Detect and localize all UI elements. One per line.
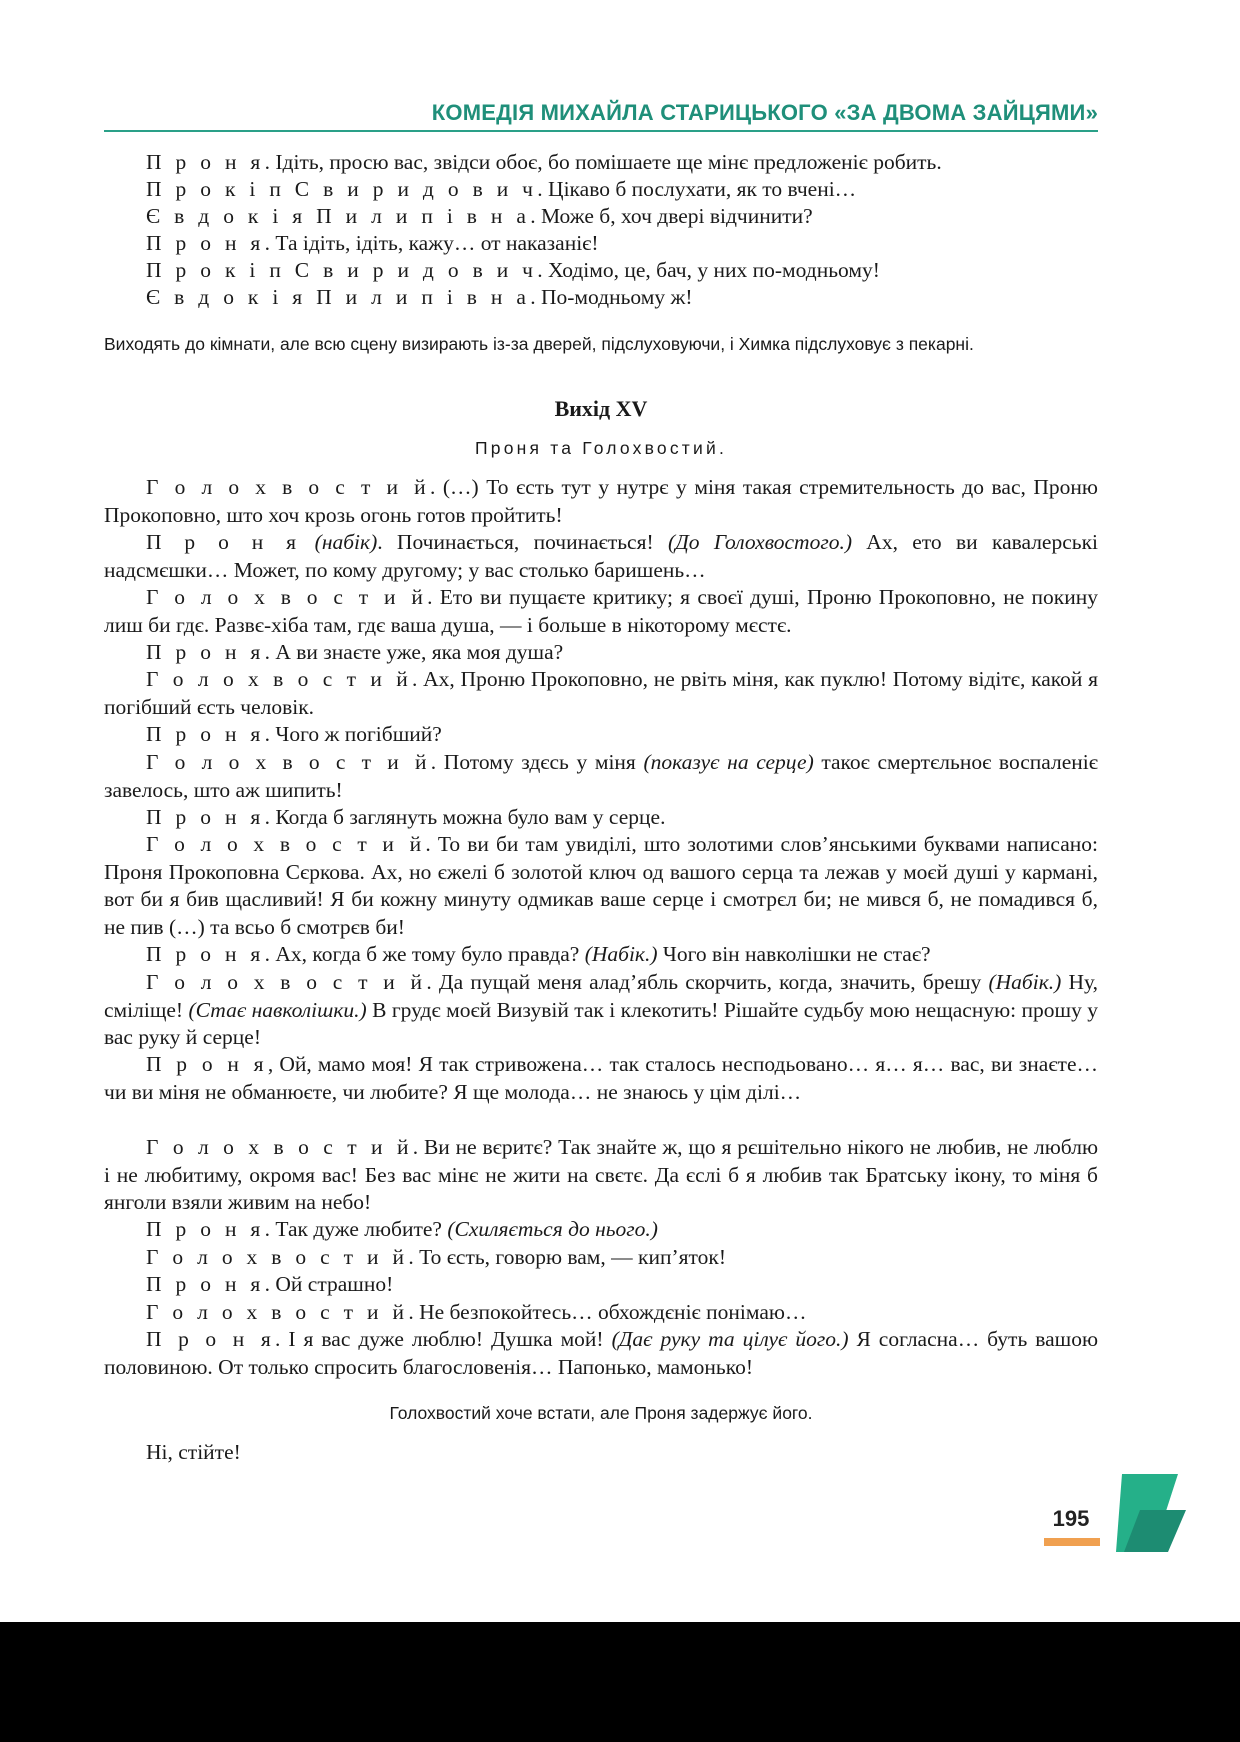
stage-remark: (Дає руку та цілує його.) bbox=[611, 1327, 849, 1351]
speaker-name: П р о н я bbox=[146, 150, 265, 174]
line-text: . Когда б заглянуть можна було вам у серце. bbox=[264, 805, 666, 829]
line-text: . Може б, хоч двері відчинити? bbox=[530, 204, 813, 228]
line-text: . Ідіть, просю вас, звідси обоє, бо помішаете ще мінє предложеніє робить. bbox=[264, 150, 942, 174]
speaker-name: П р о н я bbox=[146, 1052, 268, 1076]
speaker-name: П р о н я bbox=[146, 722, 265, 746]
speaker-name: П р о н я bbox=[146, 1217, 265, 1241]
line-text: . Так дуже любите? bbox=[264, 1217, 448, 1241]
line-text: . Ходімо, це, бач, у них по-модньому! bbox=[537, 258, 880, 282]
speaker-name: Г о л о х в о с т и й bbox=[146, 585, 428, 609]
line-text: . Ой страшно! bbox=[264, 1272, 394, 1296]
speaker-name: П р о н я bbox=[146, 805, 265, 829]
page-number-bar bbox=[1044, 1538, 1100, 1546]
line-text: , Ой, мамо моя! Я так стривожена… так сталось несподьовано… я… я… вас, ви знаєте… чи ви міня не обманюєте, чи любите? Я ще молода… не знаюсь у цім ділі… bbox=[104, 1052, 1098, 1104]
line-text: . Да пущай меня алад’ябль скорчить, когда, значить, брешу bbox=[426, 970, 989, 994]
speaker-name: П р о н я bbox=[146, 530, 301, 554]
line-text: . Потому здєсь у міня bbox=[430, 750, 644, 774]
line-text: . То єсть, говорю вам, — кип’яток! bbox=[408, 1245, 727, 1269]
stage-direction: Виходять до кімнати, але всю сцену визирають із-за дверей, підслуховуючи, і Химка підслуховує з пекарні. bbox=[104, 334, 974, 354]
final-line: Ні, стійте! bbox=[146, 1440, 241, 1464]
line-text: . Ето ви пущаєте критику; я своєї душі, Проню Прокоповно, не покину лиш би гдє. Развє-хіба там, гдє ваша душа, — і больше в нікоторому мєстє. bbox=[104, 585, 1098, 637]
line-text: . Ви не вєритє? Так знайте ж, що я рєшітельно нікого не любив, не люблю і не любитиму, окромя вас! Без вас мінє не жити на свєтє. Да єслі б я любив так Братську ікону, то міня б янголи взяли живим на небо! bbox=[104, 1135, 1099, 1214]
line-text: Чого він навколішки не стає? bbox=[657, 942, 931, 966]
speaker-name: П р о к і п С в и р и д о в и ч bbox=[146, 258, 538, 282]
speaker-name: Є в д о к і я П и л и п і в н а bbox=[146, 204, 531, 228]
stage-remark: (Схиляється до нього.) bbox=[447, 1217, 658, 1241]
speaker-name: П р о н я bbox=[146, 1327, 276, 1351]
line-text: . Цікаво б послухати, як то вчені… bbox=[537, 177, 857, 201]
line-text: . Ах, Проню Прокоповно, не рвіть міня, как пуклю! Потому відітє, какой я погібший єсть человік. bbox=[104, 667, 1099, 719]
speaker-name: Г о л о х в о с т и й bbox=[146, 1245, 409, 1269]
line-text: . (…) То єсть тут у нутрє у міня такая стремительность до вас, Проню Прокоповно, што хоч крозь огонь готов пройтить! bbox=[104, 475, 1098, 527]
line-text: . Та ідіть, ідіть, кажу… от наказаніє! bbox=[264, 231, 599, 255]
line-text: Ах, ето ви кавалерські надсмєшки… Может, по кому другому; у вас столько баришень… bbox=[104, 530, 1098, 582]
speaker-name: Г о л о х в о с т и й bbox=[146, 1135, 413, 1159]
stage-remark: (Стає навколішки.) bbox=[188, 997, 367, 1022]
scene-characters: Проня та Голохвостий. bbox=[474, 438, 728, 458]
stage-remark: (Набік.) bbox=[584, 942, 658, 966]
line-text: . А ви знаєте уже, яка моя душа? bbox=[264, 640, 564, 664]
line-text: Ну, сміліще! bbox=[104, 970, 1099, 1022]
speaker-name: Г о л о х в о с т и й bbox=[146, 970, 427, 994]
stage-remark: (Набік.) bbox=[988, 970, 1062, 994]
speaker-name: Г о л о х в о с т и й bbox=[146, 750, 431, 774]
line-text: . Починається, починається! bbox=[377, 530, 668, 554]
speaker-name: П р о к і п С в и р и д о в и ч bbox=[146, 177, 538, 201]
line-text: такоє смертєльноє воспаленіє завелось, што аж шипить! bbox=[104, 750, 1098, 802]
line-text: . По-модньому ж! bbox=[530, 285, 693, 309]
line-text: . Ах, когда б же тому було правда? bbox=[264, 942, 585, 966]
stage-direction: Голохвостий хоче встати, але Проня задержує його. bbox=[389, 1403, 813, 1423]
stage-remark: (набік) bbox=[300, 530, 378, 554]
line-text: . Не безпокойтесь… обхождєніє понімаю… bbox=[408, 1300, 807, 1324]
speaker-name: П р о н я bbox=[146, 231, 265, 255]
stage-remark: (До Голохвостого.) bbox=[667, 530, 852, 554]
line-text: В грудє моєй Визувій так і клекотить! Рішайте судьбу мою нещасную: прошу у вас руку й серце! bbox=[104, 997, 1098, 1049]
line-text: . Чого ж погібший? bbox=[264, 722, 442, 746]
line-text: . То ви би там увиділі, што золотими слов’янськими буквами написано: Проня Прокоповна Сєркова. Ах, но єжелі б золотой ключ од вашого серца та лежав у моєй душі у кармані, вот би я бив щасливий! Я би кожну минуту одмикав ваше серце і смотрєл би; не мився б, не помадився б, не пив (…) та всьо б смотрєв би! bbox=[104, 832, 1098, 939]
speaker-name: П р о н я bbox=[146, 1272, 265, 1296]
line-text: Я согласна… буть вашою половиною. От только спросить благословенія… Папонько, мамонько! bbox=[104, 1327, 1099, 1379]
stage-remark: (показує на серце) bbox=[643, 750, 814, 774]
line-text: . І я вас дуже люблю! Душка мой! bbox=[275, 1327, 612, 1351]
speaker-name: Г о л о х в о с т и й bbox=[146, 475, 430, 499]
speaker-name: Г о л о х в о с т и й bbox=[146, 667, 413, 691]
speaker-name: П р о н я bbox=[146, 640, 265, 664]
running-header: КОМЕДІЯ МИХАЙЛА СТАРИЦЬКОГО «ЗА ДВОМА ЗАЙЦЯМИ» bbox=[431, 100, 1098, 125]
speaker-name: П р о н я bbox=[146, 942, 265, 966]
speaker-name: Г о л о х в о с т и й bbox=[146, 1300, 409, 1324]
speaker-name: Г о л о х в о с т и й bbox=[146, 832, 426, 856]
page-number: 195 bbox=[1052, 1506, 1090, 1531]
scene-title: Вихід XV bbox=[554, 396, 648, 421]
speaker-name: Є в д о к і я П и л и п і в н а bbox=[146, 285, 531, 309]
